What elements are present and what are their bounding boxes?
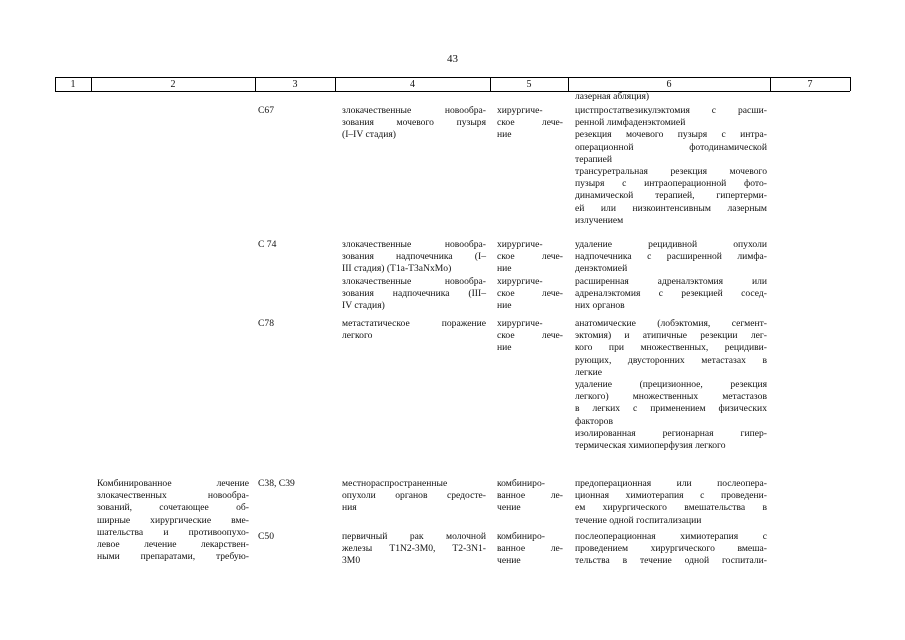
cell-line: железы T1N2-3M0, T2-3N1-	[342, 543, 486, 555]
row-4-diagnosis	[342, 478, 486, 515]
cell-line: (I–IV стадия)	[342, 129, 396, 141]
cell-line: комбиниро-	[497, 478, 545, 489]
column-divider	[55, 77, 56, 91]
cell-line: ренной лимфаденэктомией	[575, 117, 686, 129]
header-cell-6: 6	[666, 79, 672, 90]
cell-line: ние	[497, 263, 512, 275]
cell-line: С67	[258, 105, 274, 116]
cell-line: С78	[258, 318, 274, 329]
cell-line: опухоли органов средосте-	[342, 490, 486, 502]
cell-line: шательства и противоопухо-	[97, 526, 249, 538]
cell-line: злокачественные новообра-	[342, 239, 486, 250]
cell-line: пузыря с интраоперационной фото-	[575, 178, 767, 190]
cell-line: зования мочевого пузыря	[342, 117, 486, 129]
cell-line: злокачественные новообра-	[342, 275, 486, 287]
cell-line: хирургиче-	[497, 239, 543, 250]
cell-line: ское лече-	[497, 251, 563, 263]
cell-line: надпочечника с расширенной лимфа-	[575, 251, 767, 263]
cell-line: удаление рецидивной опухоли	[575, 239, 767, 250]
cell-line: чение	[497, 555, 521, 567]
cell-line: хирургиче-	[497, 275, 543, 287]
row-2-treatment-type	[497, 239, 563, 312]
cell-line: метастатическое поражение	[342, 318, 486, 329]
cell-line: трансуретральная резекция мочевого	[575, 166, 767, 178]
header-cell-3: 3	[292, 79, 298, 90]
row-3-diagnosis	[342, 318, 486, 342]
row-3-treatment-method	[575, 318, 767, 452]
cell-line: С38, С39	[258, 478, 295, 489]
cell-line: зования надпочечника (I–	[342, 251, 486, 263]
header-cell-5: 5	[526, 79, 532, 90]
cell-line: течение одной госпитализации	[575, 514, 702, 526]
cell-line: ванное ле-	[497, 543, 563, 555]
cell-line: ширные хирургические вме-	[97, 514, 249, 526]
cell-line: зования надпочечника (III–	[342, 287, 486, 299]
cell-line: терапией	[575, 153, 613, 165]
cell-line: левое лечение лекарствен-	[97, 539, 249, 551]
cell-line: ными препаратами, требую-	[97, 551, 249, 563]
cell-line: ние	[497, 300, 512, 312]
cell-line: удаление (прецизионное, резекция	[575, 379, 767, 391]
cell-line: ское лече-	[497, 330, 563, 342]
row-4-icd-code	[258, 478, 332, 490]
column-divider	[91, 77, 92, 91]
row-2-diagnosis	[342, 239, 486, 312]
cell-line: первичный рак молочной	[342, 531, 486, 542]
cell-line: факторов	[575, 415, 613, 427]
cell-line: проведением хирургического вмеша-	[575, 543, 767, 555]
row-5-treatment-type	[497, 531, 563, 568]
cell-line: них органов	[575, 300, 625, 312]
cell-line: в легких с применением физических	[575, 403, 767, 415]
cell-line: С50	[258, 531, 274, 542]
row-1-diagnosis	[342, 105, 486, 142]
cell-line: ское лече-	[497, 117, 563, 129]
column-divider	[335, 77, 336, 91]
row-1-icd-code	[258, 105, 332, 117]
cell-line: излучением	[575, 214, 624, 226]
row-4-treatment-method	[575, 478, 767, 527]
row-1-treatment-method	[575, 105, 767, 227]
header-cell-1: 1	[70, 79, 76, 90]
cell-line: IV стадия)	[342, 300, 385, 312]
column-divider	[490, 77, 491, 91]
row-2-treatment-method	[575, 239, 767, 312]
cell-line: динамической терапией, гипертерми-	[575, 190, 767, 202]
cell-line: ем хирургического вмешательства в	[575, 502, 767, 514]
row-4-treatment-type	[497, 478, 563, 515]
column-divider	[568, 77, 569, 91]
cell-line: легкого	[342, 330, 373, 342]
cell-line: ние	[497, 342, 512, 354]
row-2-icd-code	[258, 239, 332, 251]
cell-line: лазерная абляция)	[575, 91, 650, 102]
cell-line: денэктомией	[575, 263, 628, 275]
row-5-treatment-method	[575, 531, 767, 568]
row-3-icd-code	[258, 318, 332, 330]
cell-line: Комбинированное лечение	[97, 478, 249, 489]
column-divider	[850, 77, 851, 91]
column-divider	[255, 77, 256, 91]
cell-line: рующих, двусторонних метастазах в	[575, 354, 767, 366]
cell-line: злокачественные новообра-	[342, 105, 486, 116]
cell-line: предоперационная или послеопера-	[575, 478, 767, 489]
cell-line: С 74	[258, 239, 277, 250]
cell-line: чение	[497, 502, 521, 514]
page-number: 43	[447, 53, 458, 65]
cell-line: ния	[342, 502, 357, 514]
cell-line: легкие	[575, 366, 603, 378]
cell-line: ей или низкоинтенсивным лазерным	[575, 202, 767, 214]
cell-line: ское лече-	[497, 287, 563, 299]
cell-line: легкого) множественных метастазов	[575, 391, 767, 403]
cell-line: зований, сочетающее об-	[97, 502, 249, 514]
table-header-row	[55, 77, 850, 92]
row-1-treatment-type	[497, 105, 563, 142]
cell-line: местнораспространенные	[342, 478, 448, 489]
row-5-diagnosis	[342, 531, 486, 568]
cell-line: комбиниро-	[497, 531, 545, 542]
cell-line: кого при множественных, рецидиви-	[575, 342, 767, 354]
cell-line: хирургиче-	[497, 105, 543, 116]
cell-line: термическая химиоперфузия легкого	[575, 440, 726, 452]
group-title	[97, 478, 249, 563]
header-cell-2: 2	[170, 79, 176, 90]
row-3-treatment-type	[497, 318, 563, 355]
cell-line: послеоперационная химиотерапия с	[575, 531, 767, 542]
cell-line: ванное ле-	[497, 490, 563, 502]
cell-line: III стадия) (T1a-T3aNxMo)	[342, 263, 452, 275]
header-cell-7: 7	[807, 79, 813, 90]
cell-line: ционная химиотерапия с проведени-	[575, 490, 767, 502]
cell-line: злокачественных новообра-	[97, 490, 249, 502]
cell-line: изолированная регионарная гипер-	[575, 427, 767, 439]
cell-line: цистпростатвезикулэктомия с расши-	[575, 105, 767, 116]
cell-line: ние	[497, 129, 512, 141]
cell-line: 3M0	[342, 555, 361, 567]
cell-line: резекция мочевого пузыря с интра-	[575, 129, 767, 141]
header-cell-4: 4	[410, 79, 415, 90]
cell-line: адреналэктомия с резекцией сосед-	[575, 287, 767, 299]
row-5-icd-code	[258, 531, 332, 543]
cell-line: тельства в течение одной госпитали-	[575, 555, 767, 567]
column-divider	[770, 77, 771, 91]
cell-line: анатомические (лобэктомия, сегмент-	[575, 318, 767, 329]
cell-line: хирургиче-	[497, 318, 543, 329]
row-0-treatment-method	[575, 91, 767, 103]
cell-line: расширенная адреналэктомия или	[575, 275, 767, 287]
cell-line: операционной фотодинамической	[575, 141, 767, 153]
cell-line: эктомия) и атипичные резекции лег-	[575, 330, 767, 342]
